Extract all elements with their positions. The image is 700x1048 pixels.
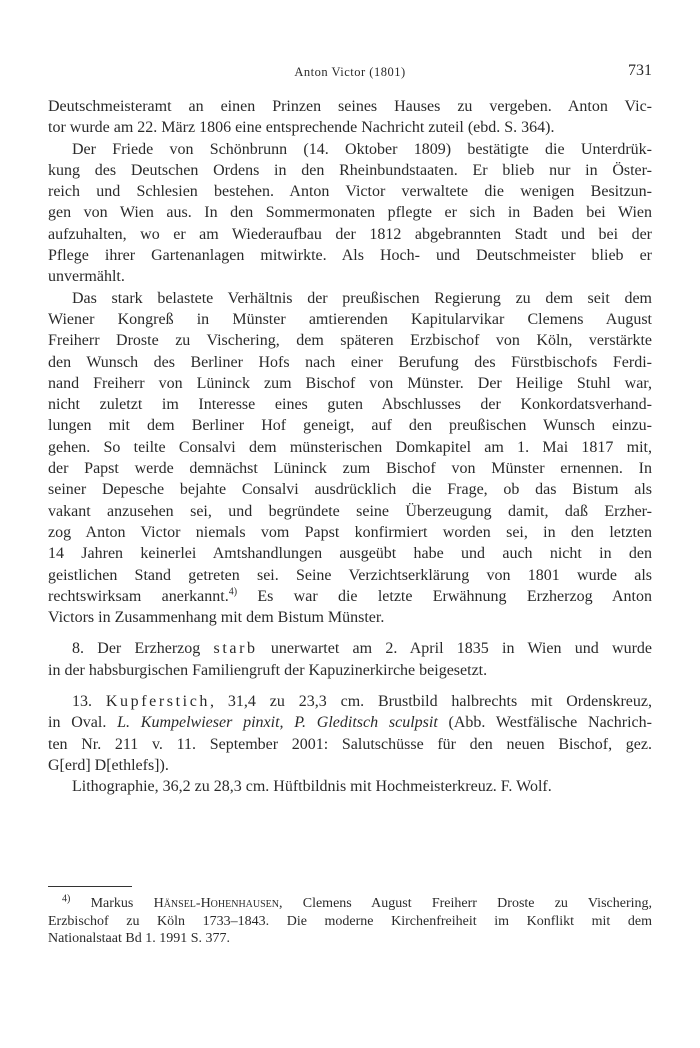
running-head: Anton Victor (1801) <box>294 65 406 79</box>
text-line <box>48 691 652 712</box>
footnote-rule <box>48 886 132 887</box>
text-line: 14 Jahren keinerlei Amtshandlungen ausgeübt habe und auch nicht in den <box>48 545 652 563</box>
footnote-reference[interactable]: 4) <box>228 586 238 598</box>
text-line <box>48 712 652 733</box>
text-line: ten Nr. 211 v. 11. September 2001: Salutschüsse für den neuen Bischof, gez. <box>48 735 652 753</box>
text-line: tor wurde am 22. März 1806 eine entsprechende Nachricht zuteil (ebd. S. 364). <box>48 119 555 137</box>
text-line: den Wunsch des Berliner Hofs nach einer Berufung des Fürstbischofs Ferdi- <box>48 353 652 371</box>
text-line: unvermählt. <box>48 268 125 286</box>
footnote-line <box>48 895 652 913</box>
text-line: gehen. So teilte Consalvi dem münsterischen Domkapitel am 1. Mai 1817 mit, <box>48 438 652 456</box>
text-line: nicht zuletzt im Interesse eines guten Abschlusses der Konkordatsverhand- <box>48 396 652 414</box>
text-line: G[erd] D[ethlefs]). <box>48 756 169 774</box>
italic-citation: L. Kumpelwieser pinxit, P. Gleditsch sculpsit <box>117 714 438 732</box>
main-text <box>48 96 652 798</box>
text-line: Victors in Zusammenhang mit dem Bistum Münster. <box>48 609 385 627</box>
text-line: gen von Wien aus. In den Sommermonaten pflegte er sich in Baden bei Wien <box>48 204 652 222</box>
text-line: geistlichen Stand getreten sei. Seine Verzichtserklärung von 1801 wurde als <box>48 566 652 584</box>
footnote-marker: 4) <box>62 893 71 905</box>
text-line: kung des Deutschen Ordens in den Rheinbundstaaten. Er blieb nur in Öster- <box>48 161 652 179</box>
text-span: , Clemens August Freiherr Droste zu Vischering, <box>279 896 652 911</box>
text-line: Deutschmeisteramt an einen Prinzen seines Hauses zu vergeben. Anton Vic- <box>48 98 652 115</box>
footnotes <box>48 886 652 948</box>
text-span: Markus <box>70 896 154 911</box>
footnote-line: Nationalstaat Bd 1. 1991 S. 377. <box>48 931 230 946</box>
text-line: aufzuhalten, wo er am Wiederaufbau der 1812 abgebrannten Stadt und bei der <box>48 225 652 243</box>
text-span: Es war die letzte Erwähnung Erzherzog Anton <box>237 587 653 605</box>
text-span: , 31,4 zu 23,3 cm. Brustbild halbrechts mit Ordenskreuz, <box>210 693 652 711</box>
text-line: Lithographie, 36,2 zu 28,3 cm. Hüftbildnis mit Hochmeisterkreuz. F. Wolf. <box>72 778 552 796</box>
page-number: 731 <box>628 62 652 79</box>
footnote-line: Erzbischof zu Köln 1733–1843. Die moderne Kirchenfreiheit im Konflikt mit dem <box>48 913 652 929</box>
section-13 <box>48 691 652 797</box>
paragraph <box>48 288 652 629</box>
text-span: in Oval. <box>48 714 118 732</box>
paragraph <box>48 139 652 288</box>
text-line: reich und Schlesien bestehen. Anton Victor verwaltete die wenigen Besitzun- <box>48 183 652 201</box>
text-line: der Papst werde demnächst Lüninck zum Bischof von Münster ernennen. In <box>48 460 652 478</box>
emphasis-spaced: Kupferstich <box>105 693 211 711</box>
text-line: in der habsburgischen Familiengruft der Kapuzinerkirche beigesetzt. <box>48 661 488 679</box>
text-line: lungen mit dem Berliner Hof geneigt, auf den preußischen Wunsch einzu- <box>48 417 652 435</box>
text-span: 8. Der Erzherzog <box>72 640 214 658</box>
paragraph-gap <box>48 628 652 638</box>
text-line: Freiherr Droste zu Vischering, dem späteren Erzbischof von Köln, verstärkte <box>48 332 652 350</box>
text-line: Das stark belastete Verhältnis der preußischen Regierung zu dem seit dem <box>72 289 652 307</box>
text-line: Wiener Kongreß in Münster amtierenden Kapitularvikar Clemens August <box>48 310 652 328</box>
text-line: nand Freiherr von Lüninck zum Bischof von Münster. Der Heilige Stuhl war, <box>48 374 652 392</box>
text-line: zog Anton Victor niemals vom Papst konfirmiert worden sei, in den letzten <box>48 523 652 541</box>
page-header <box>48 62 652 84</box>
text-line <box>48 586 652 607</box>
text-line: seiner Depesche bejahte Consalvi ausdrücklich die Frage, ob das Bistum als <box>48 481 652 499</box>
text-span: rechtswirksam anerkannt. <box>48 587 229 605</box>
text-line <box>48 638 652 659</box>
text-line: Der Friede von Schönbrunn (14. Oktober 1809) bestätigte die Unterdrük- <box>72 140 652 158</box>
paragraph <box>48 96 652 139</box>
paragraph-gap <box>48 681 652 691</box>
text-span: (Abb. Westfälische Nachrich- <box>437 714 652 732</box>
text-line: vakant anzusehen sei, und begründete seine Überzeugung damit, daß Erzher- <box>48 502 652 520</box>
author-name: Hänsel-Hohenhausen <box>153 896 280 911</box>
text-line: Pflege ihrer Gartenanlagen mitwirkte. Als Hoch- und Deutschmeister blieb er <box>48 247 652 265</box>
section-8 <box>48 638 652 681</box>
emphasis-spaced: starb <box>213 640 258 658</box>
text-span: unerwartet am 2. April 1835 in Wien und wurde <box>257 640 652 658</box>
text-span: 13. <box>72 693 106 711</box>
